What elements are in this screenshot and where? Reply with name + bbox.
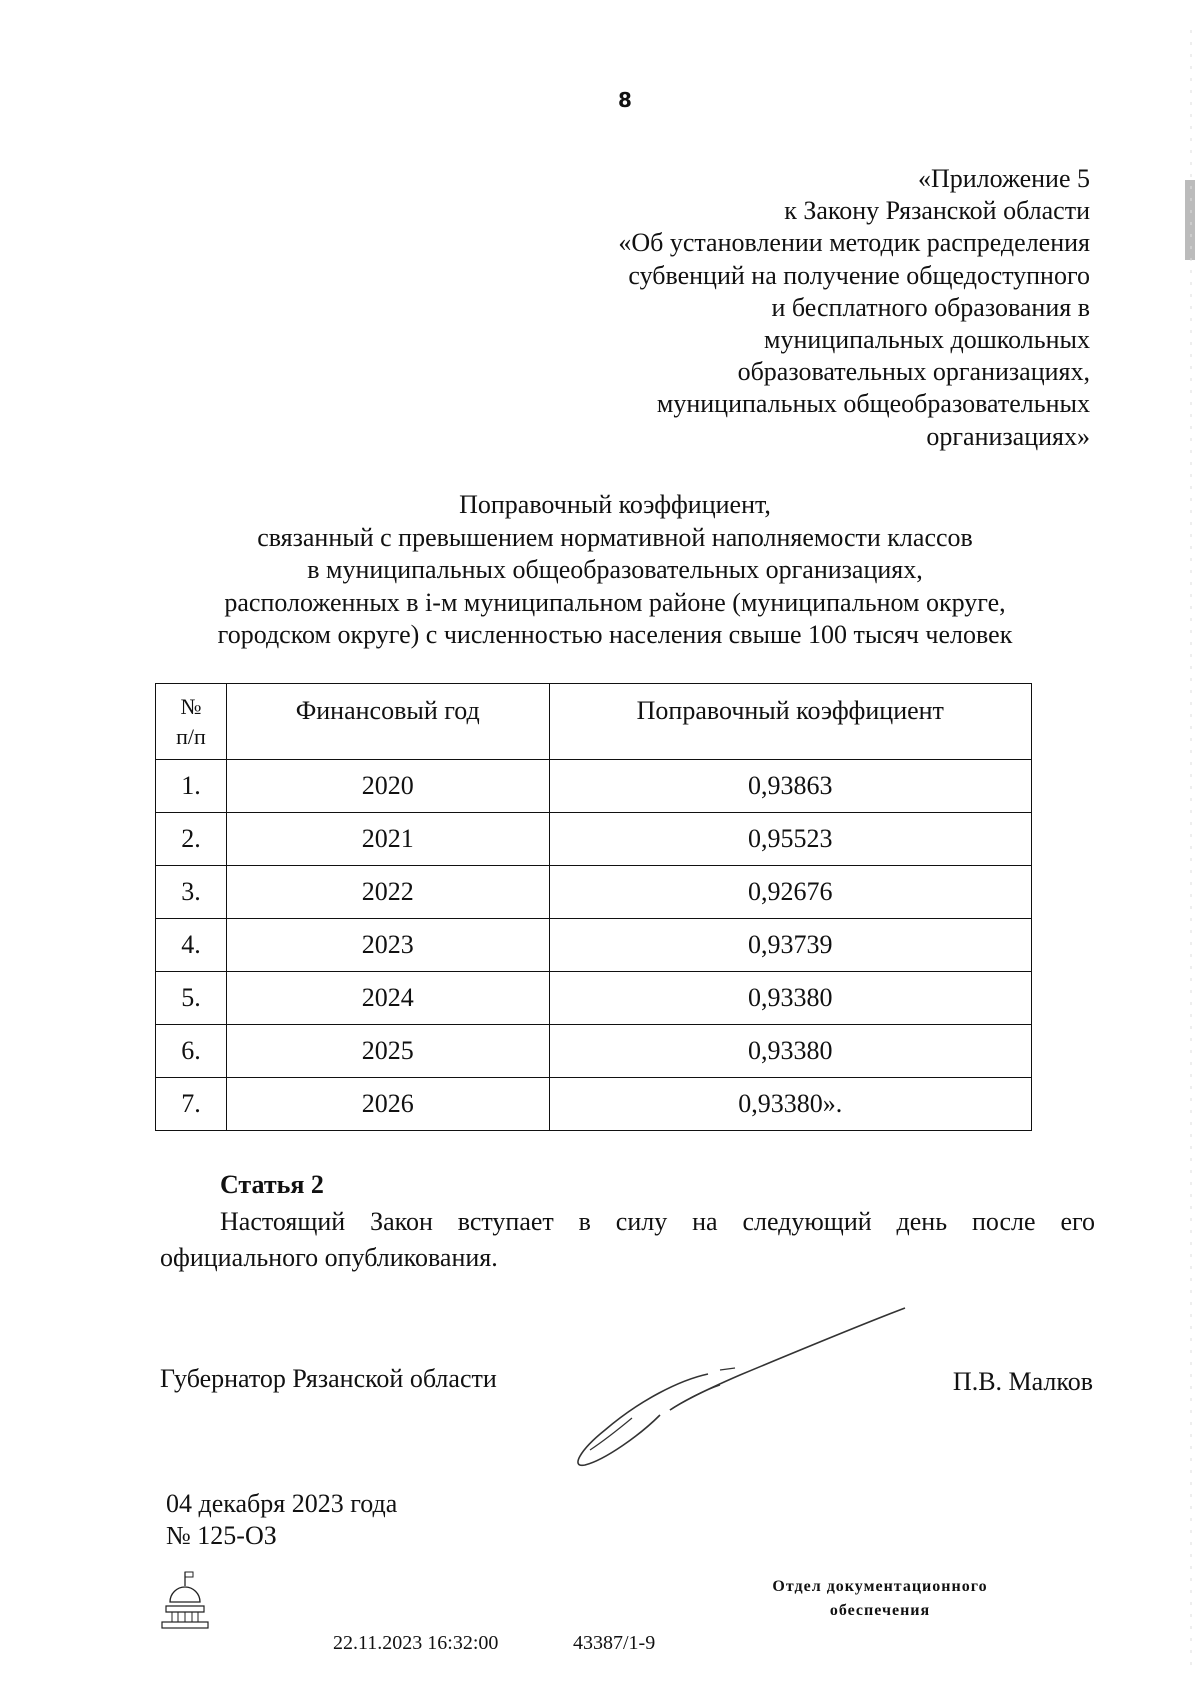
table-row <box>156 919 1032 972</box>
stamp-timestamp: 22.11.2023 16:32:00 <box>333 1632 499 1654</box>
title-line: в муниципальных общеобразовательных организациях, <box>307 555 923 584</box>
row-year: 2025 <box>226 1025 549 1078</box>
appendix-line: субвенций на получение общедоступного <box>628 260 1090 290</box>
department-line2: обеспечения <box>829 1602 931 1619</box>
table-header-row <box>156 684 1032 760</box>
row-number: 3. <box>156 866 227 919</box>
row-number: 1. <box>156 760 227 813</box>
appendix-line: образовательных организациях, <box>737 357 1090 387</box>
header-number-line2: п/п <box>176 724 206 749</box>
governor-name: П.В. Малков <box>952 1367 1093 1396</box>
row-year: 2020 <box>226 760 549 813</box>
header-year: Финансовый год <box>226 684 549 760</box>
row-coefficient: 0,93380 <box>549 972 1031 1025</box>
appendix-line: к Закону Рязанской области <box>784 196 1090 226</box>
row-coefficient: 0,95523 <box>549 813 1031 866</box>
table-row <box>156 972 1032 1025</box>
row-year: 2026 <box>226 1078 549 1131</box>
title-line: городском округе) с численностью населения свыше 100 тысяч человек <box>217 620 1013 649</box>
table-row <box>156 866 1032 919</box>
row-number: 4. <box>156 919 227 972</box>
law-date-block <box>166 1488 397 1552</box>
row-number: 2. <box>156 813 227 866</box>
department-line1: Отдел документационного <box>772 1578 988 1595</box>
row-year: 2024 <box>226 972 549 1025</box>
row-coefficient: 0,93739 <box>549 919 1031 972</box>
scan-edge-artifact <box>1183 30 1197 1670</box>
row-number: 7. <box>156 1078 227 1131</box>
appendix-line: муниципальных общеобразовательных <box>656 389 1090 419</box>
appendix-line: «Приложение 5 <box>917 164 1090 193</box>
title-line: Поправочный коэффициент, <box>459 490 771 519</box>
row-year: 2023 <box>226 919 549 972</box>
row-number: 5. <box>156 972 227 1025</box>
appendix-reference <box>618 163 1090 453</box>
row-coefficient: 0,93380». <box>549 1078 1031 1131</box>
document-title <box>160 489 1070 652</box>
row-year: 2021 <box>226 813 549 866</box>
appendix-line: и бесплатного образования в <box>771 292 1090 322</box>
law-number: № 125-ОЗ <box>166 1521 277 1550</box>
table-row <box>156 1078 1032 1131</box>
header-coefficient: Поправочный коэффициент <box>549 684 1031 760</box>
row-coefficient: 0,93863 <box>549 760 1031 813</box>
appendix-line: муниципальных дошкольных <box>764 325 1090 355</box>
row-year: 2022 <box>226 866 549 919</box>
appendix-line: «Об установлении методик распределения <box>618 228 1090 258</box>
title-line: связанный с превышением нормативной наполняемости классов <box>257 522 973 552</box>
page-number: 8 <box>618 88 632 112</box>
duma-emblem-icon <box>158 1570 212 1632</box>
title-line: расположенных в i-м муниципальном районе (муниципальном округе, <box>224 587 1006 617</box>
row-number: 6. <box>156 1025 227 1078</box>
appendix-line: организациях» <box>926 421 1090 451</box>
header-number <box>156 684 227 760</box>
row-coefficient: 0,93380 <box>549 1025 1031 1078</box>
table-row <box>156 760 1032 813</box>
law-date: 04 декабря 2023 года <box>166 1489 398 1518</box>
handwritten-signature <box>560 1300 920 1480</box>
article-text-line1: Настоящий Закон вступает в силу на следующий день после его <box>220 1207 1095 1236</box>
governor-title: Губернатор Рязанской области <box>160 1364 497 1393</box>
coefficient-table <box>155 683 1032 1131</box>
stamp-code: 43387/1-9 <box>573 1632 656 1654</box>
header-number-line1: № <box>180 694 202 719</box>
department-stamp <box>745 1575 1015 1623</box>
article-title: Статья 2 <box>220 1170 324 1199</box>
article-text <box>160 1204 1095 1276</box>
table-row <box>156 1025 1032 1078</box>
article-text-line2: официального опубликования. <box>160 1243 498 1272</box>
table-row <box>156 813 1032 866</box>
row-coefficient: 0,92676 <box>549 866 1031 919</box>
